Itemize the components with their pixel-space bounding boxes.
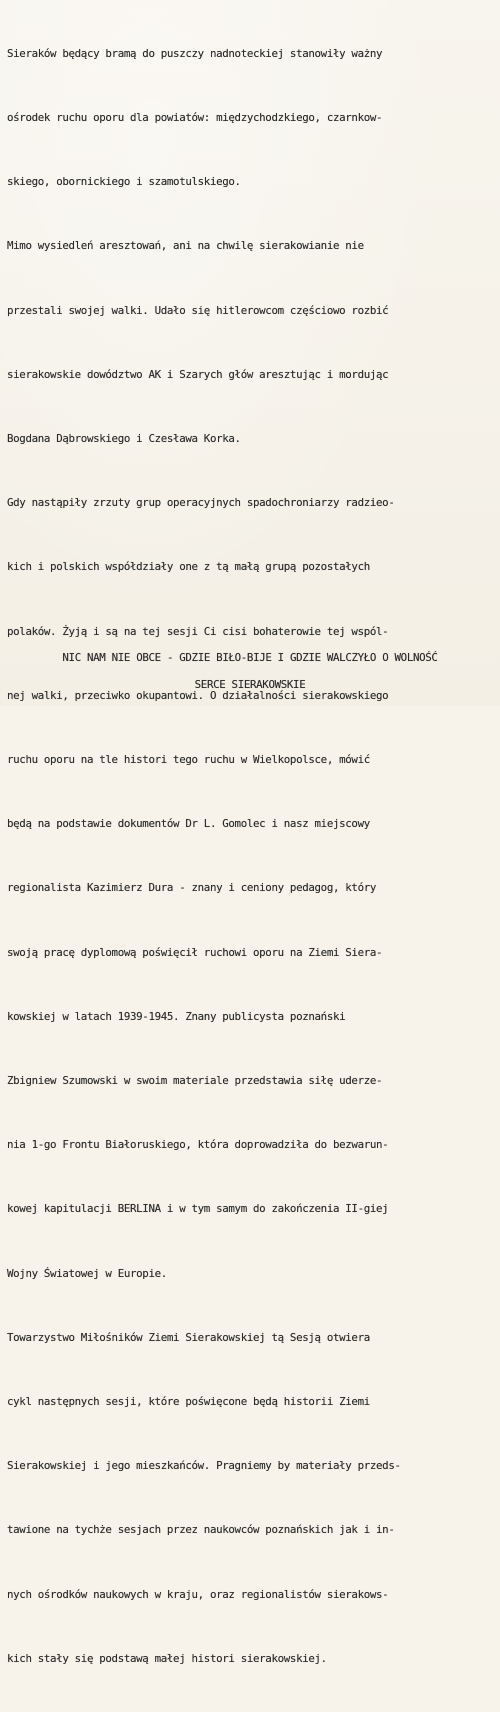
text-line: nych ośrodków naukowych w kraju, oraz regionalistów sierakows- bbox=[7, 1587, 389, 1601]
text-line: Zbigniew Szumowski w swoim materiale przedstawia siłę uderze- bbox=[7, 1074, 383, 1088]
text-line: nej walki, przeciwko okupantowi. O działalności sierakowskiego bbox=[7, 688, 389, 702]
text-line: ośrodek ruchu oporu dla powiatów: międzychodzkiego, czarnkow- bbox=[7, 111, 383, 125]
text-line: Bogdana Dąbrowskiego i Czesława Korka. bbox=[7, 432, 241, 446]
text-line: Sieraków będący bramą do puszczy nadnoteckiej stanowiły ważny bbox=[7, 46, 383, 60]
text-line: skiego, obornickiego i szamotulskiego. bbox=[7, 175, 241, 189]
text-line: Gdy nastąpiły zrzuty grup operacyjnych spadochroniarzy radzieo- bbox=[7, 496, 395, 510]
text-line: nia 1-go Frontu Białoruskiego, która doprowadziła do bezwarun- bbox=[7, 1138, 389, 1152]
text-line: regionalista Kazimierz Dura - znany i ceniony pedagog, który bbox=[7, 881, 377, 895]
closing-motto: NIC NAM NIE OBCE - GDZIE BIŁO-BIJE I GDZIE WALCZYŁO O WOLNOŚĆ bbox=[62, 651, 438, 664]
text-line: kich i polskich współdziały one z tą małą grupą pozostałych bbox=[7, 560, 370, 574]
text-line: Wojny Światowej w Europie. bbox=[7, 1266, 167, 1280]
text-line: ruchu oporu na tle histori tego ruchu w Wielkopolsce, mówić bbox=[7, 753, 370, 767]
text-line: kich stały się podstawą małej histori sierakowskiej. bbox=[7, 1651, 327, 1665]
text-line: kowej kapitulacji BERLINA i w tym samym do zakończenia II-giej bbox=[7, 1202, 389, 1216]
text-line: Towarzystwo Miłośników Ziemi Sierakowskiej tą Sesją otwiera bbox=[7, 1330, 370, 1344]
text-line: sierakowskie dowództwo AK i Szarych głów aresztując i mordując bbox=[7, 367, 389, 381]
typed-text-body bbox=[7, 0, 497, 1712]
text-line: kowskiej w latach 1939-1945. Znany publicysta poznański bbox=[7, 1009, 346, 1023]
text-line: swoją pracę dyplomową poświęcił ruchowi oporu na Ziemi Siera- bbox=[7, 945, 383, 959]
text-line: przestali swojej walki. Udało się hitlerowcom częściowo rozbić bbox=[7, 303, 389, 317]
text-line: polaków. Żyją i są na tej sesji Ci cisi bohaterowie tej wspól- bbox=[7, 624, 389, 638]
text-line: cykl następnych sesji, które poświęcone będą historii Ziemi bbox=[7, 1395, 370, 1409]
closing-signature: SERCE SIERAKOWSKIE bbox=[194, 678, 306, 691]
text-line: tawione na tychże sesjach przez naukowców poznańskich jak i in- bbox=[7, 1523, 395, 1537]
text-line: Mimo wysiedleń aresztowań, ani na chwilę sierakowianie nie bbox=[7, 239, 364, 253]
text-line: Sierakowskiej i jego mieszkańców. Pragniemy by materiały przeds- bbox=[7, 1459, 401, 1473]
text-line: będą na podstawie dokumentów Dr L. Gomolec i nasz miejscowy bbox=[7, 817, 370, 831]
